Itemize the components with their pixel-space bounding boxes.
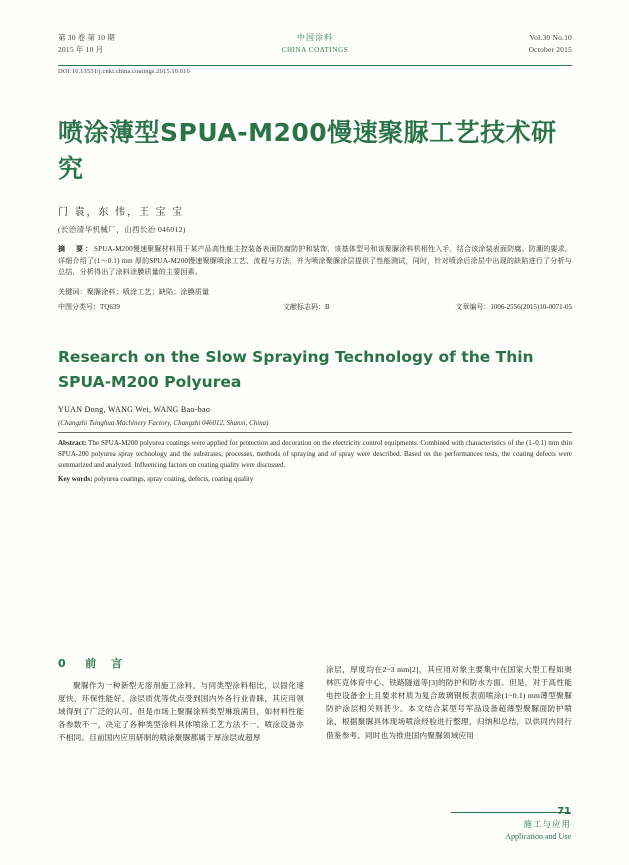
- volume-issue-en: Vol.30 No.10: [529, 33, 572, 42]
- issue-date-en: October 2015: [528, 45, 572, 54]
- paragraph-right-1: 涂层，厚度均在2~3 mm[2]，其应用对象主要集中在国家大型工程如奥林匹克体育中心、铁路隧道等[3]的防护和防水方面。但是，对于高性能电控设备金上且要求材质为复合玻璃钢板表面喷涂(1~0.1) mm薄型聚脲防护涂层相关则甚少。本文结合某型号军品设备超薄型聚脲面防护喷涂，根据聚脲具体现场喷涂经验进行整理，归纳和总结，以供同内同行借鉴参考。同时也为推进国内聚脲领域应用: [326, 664, 572, 740]
- article-id: 文章编号：1006-2556(2015)10-0071-05: [455, 302, 572, 311]
- paragraph-left-1: 聚脲作为一种新型无溶剂施工涂料，与同类型涂料相比，以固化速度快、环保性能好、涂层质优等优点受到国内外各行业青睐，其应用领域得到了广泛的认可。但是市场上聚脲涂料类型琳琅满目，如材料性能各参数不一，决定了各种类型涂料具体喷涂工艺方法不一。喷涂设备亦不相同。目前国内应用研制的喷涂聚脲都属于厚涂层或超厚: [58, 680, 304, 743]
- keywords-chinese: 关键词：聚脲涂料；喷涂工艺；缺陷；涂膜质量: [58, 287, 210, 296]
- keywords-label-english: Key words:: [58, 474, 93, 483]
- page-number: 71: [557, 806, 571, 817]
- running-head: [58, 30, 572, 64]
- journal-name-en: CHINA COATINGS: [281, 46, 349, 54]
- body-columns: [58, 655, 572, 752]
- authors-chinese: 门 袁，东 伟，王 宝 宝: [58, 207, 184, 218]
- column-right: [326, 655, 572, 752]
- title-english: Research on the Slow Spraying Technology of the Thin SPUA-M200 Polyurea: [58, 347, 534, 391]
- document-code: 文献标志码：B: [283, 302, 330, 311]
- footer-section-cn: 施工与应用: [523, 819, 571, 829]
- english-rule: [58, 432, 572, 433]
- keywords-text-english: polyurea coatings, spray coating, defects, coating quality: [92, 474, 254, 483]
- running-head-left: [58, 32, 115, 56]
- doi-line: DOI:10.13531/j.cnki.china.coatings.2015.10.016: [58, 68, 190, 75]
- affiliation-chinese: (长治清华机械厂，山西长治 046012): [58, 225, 186, 234]
- column-left: [58, 655, 304, 752]
- volume-issue: 第 30 卷 第 10 期: [58, 33, 115, 42]
- abstract-chinese: [58, 244, 572, 279]
- section-title: 前 言: [85, 657, 125, 670]
- classification-codes: [58, 302, 572, 313]
- abstract-text-chinese: SPUA-M200慢速聚脲材料用于某产品高性能主控装备表面防腐防护和装饰，该基体型号和该聚脲涂料机相性入手，结合该涂装表面防腐、防潮的要求，详细介绍了(1～0.1) mm 厚的SPUA-M200慢速聚脲喷涂工艺、流程与方法，并为喷涂聚脲涂层提供了性能测试，同时，针对喷涂后涂层中出现的缺陷进行了分析与总结，分析得出了涂料涂膜质量的主要因素。: [58, 245, 573, 276]
- footer-section-en: Application and Use: [505, 832, 571, 841]
- clc-number: 中图分类号：TQ639: [58, 302, 120, 311]
- abstract-english: [58, 438, 572, 471]
- page-header-block: [58, 30, 572, 485]
- running-head-center: [282, 32, 349, 56]
- page-footer: [505, 805, 571, 843]
- keywords-english: [58, 474, 572, 485]
- section-heading: [58, 655, 304, 671]
- section-number: 0: [58, 657, 68, 670]
- title-chinese: 喷涂薄型SPUA-M200慢速聚脲工艺技术研究: [58, 118, 557, 183]
- abstract-text-english: The SPUA-M200 polyurea coatings were applied for protection and decoration on the electricity control equipments. Combined with characteristics of the (1–0.1) mm thin SPUA-200 polyurea spray technology and the substrates, processes, methods of spraying and of spray were described. Based on the performances tests, the coating defects were summarized and analyzed. Influencing factors on coating quality were discussed.: [58, 438, 572, 469]
- issue-date-cn: 2015 年 10 月: [58, 45, 104, 54]
- authors-english: YUAN Dong, WANG Wei, WANG Bao-bao: [58, 404, 211, 414]
- running-head-right: [529, 32, 572, 56]
- abstract-label-english: Abstract:: [58, 438, 87, 447]
- affiliation-english: (Changzhi Tsinghua Machinery Factory, Changzhi 046012, Shanxi, China): [58, 418, 269, 427]
- journal-name-cn: 中国涂料: [296, 33, 333, 42]
- abstract-label-chinese: 摘 要：: [58, 245, 95, 253]
- header-rule: [58, 65, 572, 66]
